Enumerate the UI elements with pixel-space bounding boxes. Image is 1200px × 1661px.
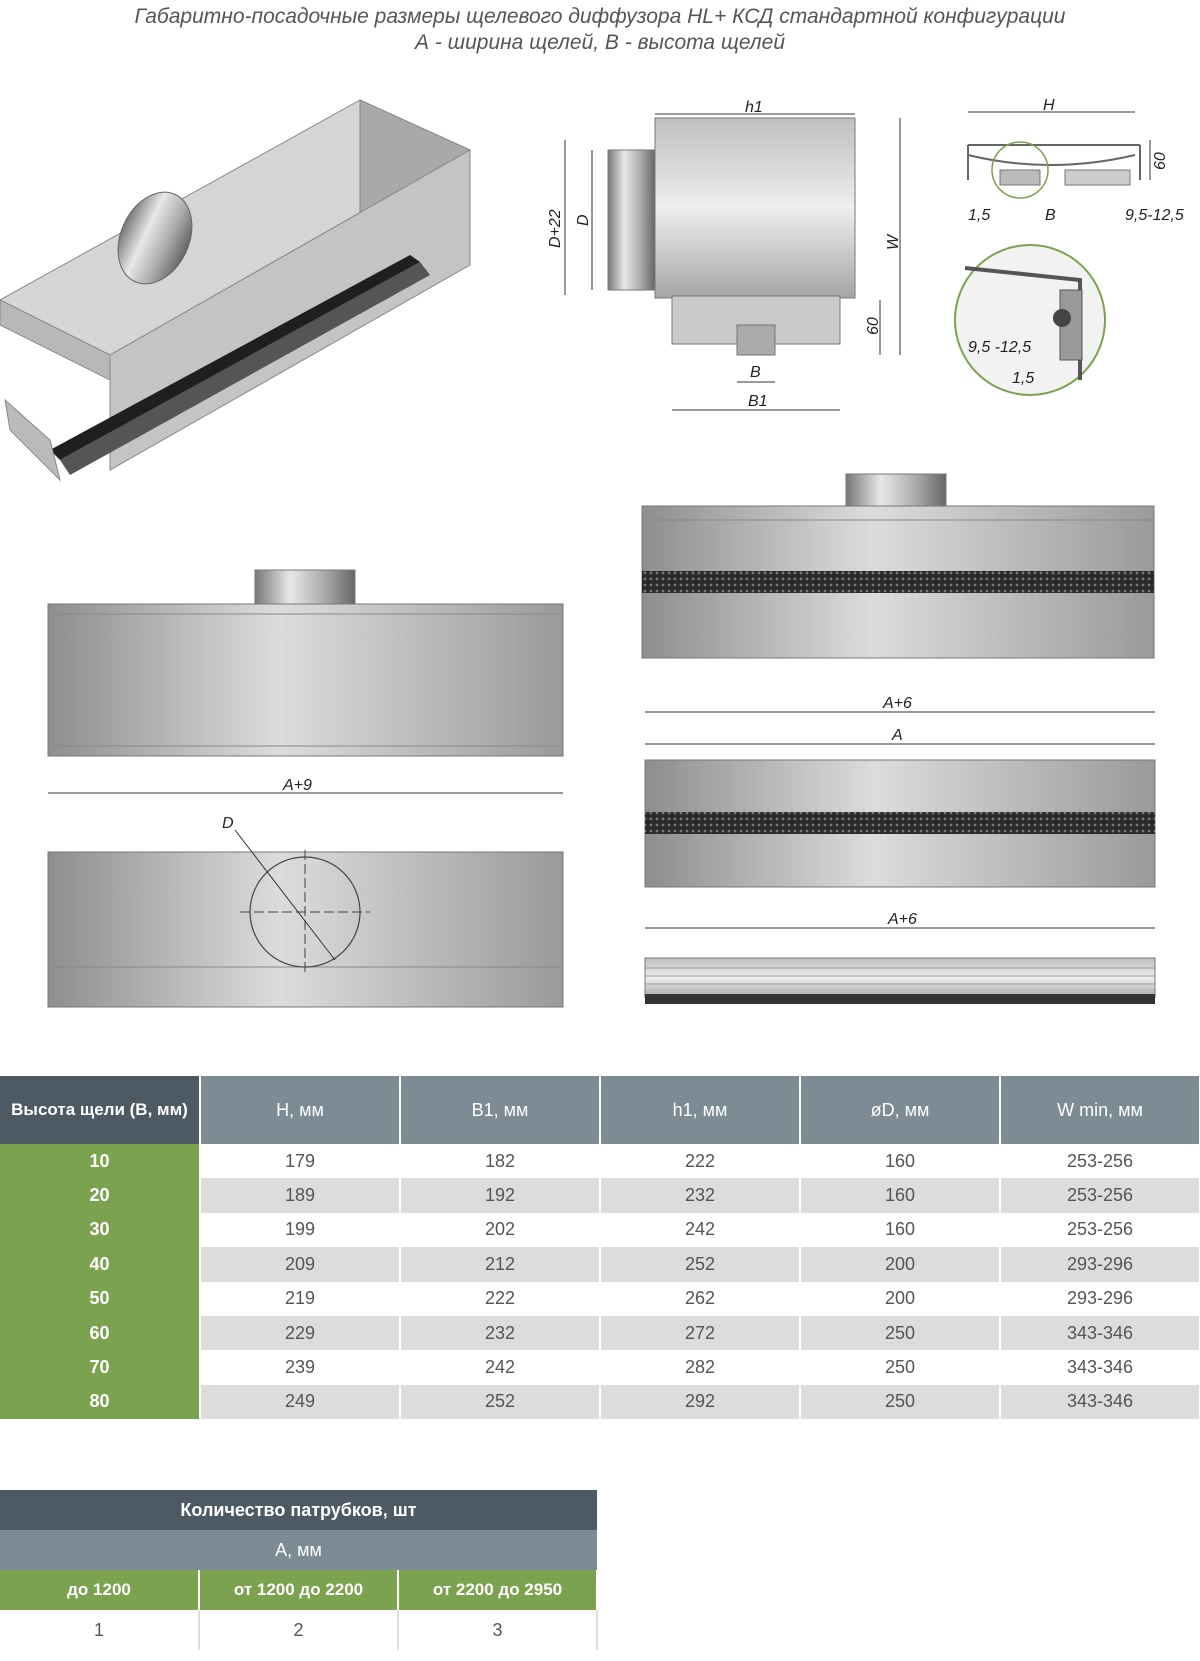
dim-1-5-zoom: 1,5 [1012,370,1035,387]
table-row [0,1350,1200,1384]
table-header-cell: H, мм [200,1076,400,1144]
zoom-detail [955,245,1105,395]
dim-60: 60 [865,317,882,335]
table-cell: 189 [200,1178,400,1212]
dim-a6-side: A+6 [888,911,917,928]
table-cell: 160 [800,1213,1000,1247]
table-cell: 282 [600,1350,800,1384]
table-row [0,1178,1200,1212]
count-cell: 1 [0,1610,199,1650]
range-cell: от 2200 до 2950 [398,1570,597,1610]
table-cell: 293-296 [1000,1282,1200,1316]
table-cell: 253-256 [1000,1144,1200,1178]
table-cell: 160 [800,1144,1000,1178]
front-view [48,570,563,794]
slot-height-cell: 50 [0,1282,200,1316]
table-cell: 292 [600,1385,800,1419]
table-cell: 179 [200,1144,400,1178]
table-row [0,1144,1200,1178]
slot-front-view [642,474,1154,658]
slot-height-cell: 10 [0,1144,200,1178]
table-row [0,1213,1200,1247]
slot-height-cell: 70 [0,1350,200,1384]
profile-detail [968,97,1184,224]
dim-b-profile: B [1045,207,1056,224]
dim-range: 9,5-12,5 [1125,207,1184,224]
page-title: Габаритно-посадочные размеры щелевого диффузора HL+ КСД стандартной конфигурации [134,5,1066,28]
table-cell: 212 [400,1247,600,1281]
slot-height-cell: 60 [0,1316,200,1350]
slot-height-cell: 30 [0,1213,200,1247]
table-cell: 202 [400,1213,600,1247]
dim-range-zoom: 9,5 -12,5 [968,339,1032,356]
dim-1-5: 1,5 [968,207,991,224]
table-cell: 222 [600,1144,800,1178]
range-cell: от 1200 до 2200 [199,1570,398,1610]
qty-table-subtitle: А, мм [0,1530,597,1570]
nozzle-count-table [0,1490,598,1650]
dim-60-profile: 60 [1152,152,1169,170]
table-cell: 343-346 [1000,1316,1200,1350]
table-header-cell: B1, мм [400,1076,600,1144]
table-cell: 200 [800,1282,1000,1316]
table-cell: 250 [800,1316,1000,1350]
table-cell: 232 [600,1178,800,1212]
table-cell: 343-346 [1000,1385,1200,1419]
isometric-view [0,100,470,480]
table-header-cell: W min, мм [1000,1076,1200,1144]
table-cell: 250 [800,1350,1000,1384]
table-cell: 253-256 [1000,1213,1200,1247]
dim-a9: A+9 [283,777,312,794]
dim-d22: D+22 [547,209,564,248]
dim-w: W [885,234,902,250]
qty-table-title: Количество патрубков, шт [0,1490,597,1530]
table-cell: 249 [200,1385,400,1419]
count-cell: 2 [199,1610,398,1650]
table-cell: 250 [800,1385,1000,1419]
dim-d: D [575,214,592,226]
table-cell: 229 [200,1316,400,1350]
table-cell: 160 [800,1178,1000,1212]
range-cell: до 1200 [0,1570,199,1610]
dim-a6: A+6 [883,695,912,712]
table-cell: 253-256 [1000,1178,1200,1212]
slot-height-cell: 20 [0,1178,200,1212]
slot-bottom-view [645,695,1155,887]
table-cell: 239 [200,1350,400,1384]
dim-h1: h1 [745,99,763,116]
table-header-cell: Высота щели (В, мм) [0,1076,200,1144]
table-cell: 242 [400,1350,600,1384]
table-row [0,1316,1200,1350]
table-cell: 343-346 [1000,1350,1200,1384]
table-cell: 219 [200,1282,400,1316]
table-cell: 199 [200,1213,400,1247]
dim-a: A [892,727,903,744]
slot-height-cell: 80 [0,1385,200,1419]
slot-height-cell: 40 [0,1247,200,1281]
dim-b1: B1 [748,393,768,410]
table-header-cell: h1, мм [600,1076,800,1144]
dim-d-top: D [222,815,234,832]
table-cell: 242 [600,1213,800,1247]
dim-h: H [1043,97,1055,114]
top-view [48,815,563,1007]
side-section-view [547,99,902,410]
table-row [0,1385,1200,1419]
slot-side-view [645,911,1155,1004]
table-cell: 252 [600,1247,800,1281]
table-cell: 232 [400,1316,600,1350]
table-cell: 222 [400,1282,600,1316]
table-cell: 293-296 [1000,1247,1200,1281]
table-cell: 272 [600,1316,800,1350]
dim-b: B [750,364,761,381]
table-cell: 192 [400,1178,600,1212]
dimensions-table [0,1076,1200,1419]
table-cell: 252 [400,1385,600,1419]
page-subtitle: А - ширина щелей, В - высота щелей [414,31,786,54]
table-header-cell: øD, мм [800,1076,1000,1144]
table-cell: 182 [400,1144,600,1178]
table-cell: 200 [800,1247,1000,1281]
table-cell: 262 [600,1282,800,1316]
table-cell: 209 [200,1247,400,1281]
count-cell: 3 [398,1610,597,1650]
table-row [0,1282,1200,1316]
table-row [0,1247,1200,1281]
